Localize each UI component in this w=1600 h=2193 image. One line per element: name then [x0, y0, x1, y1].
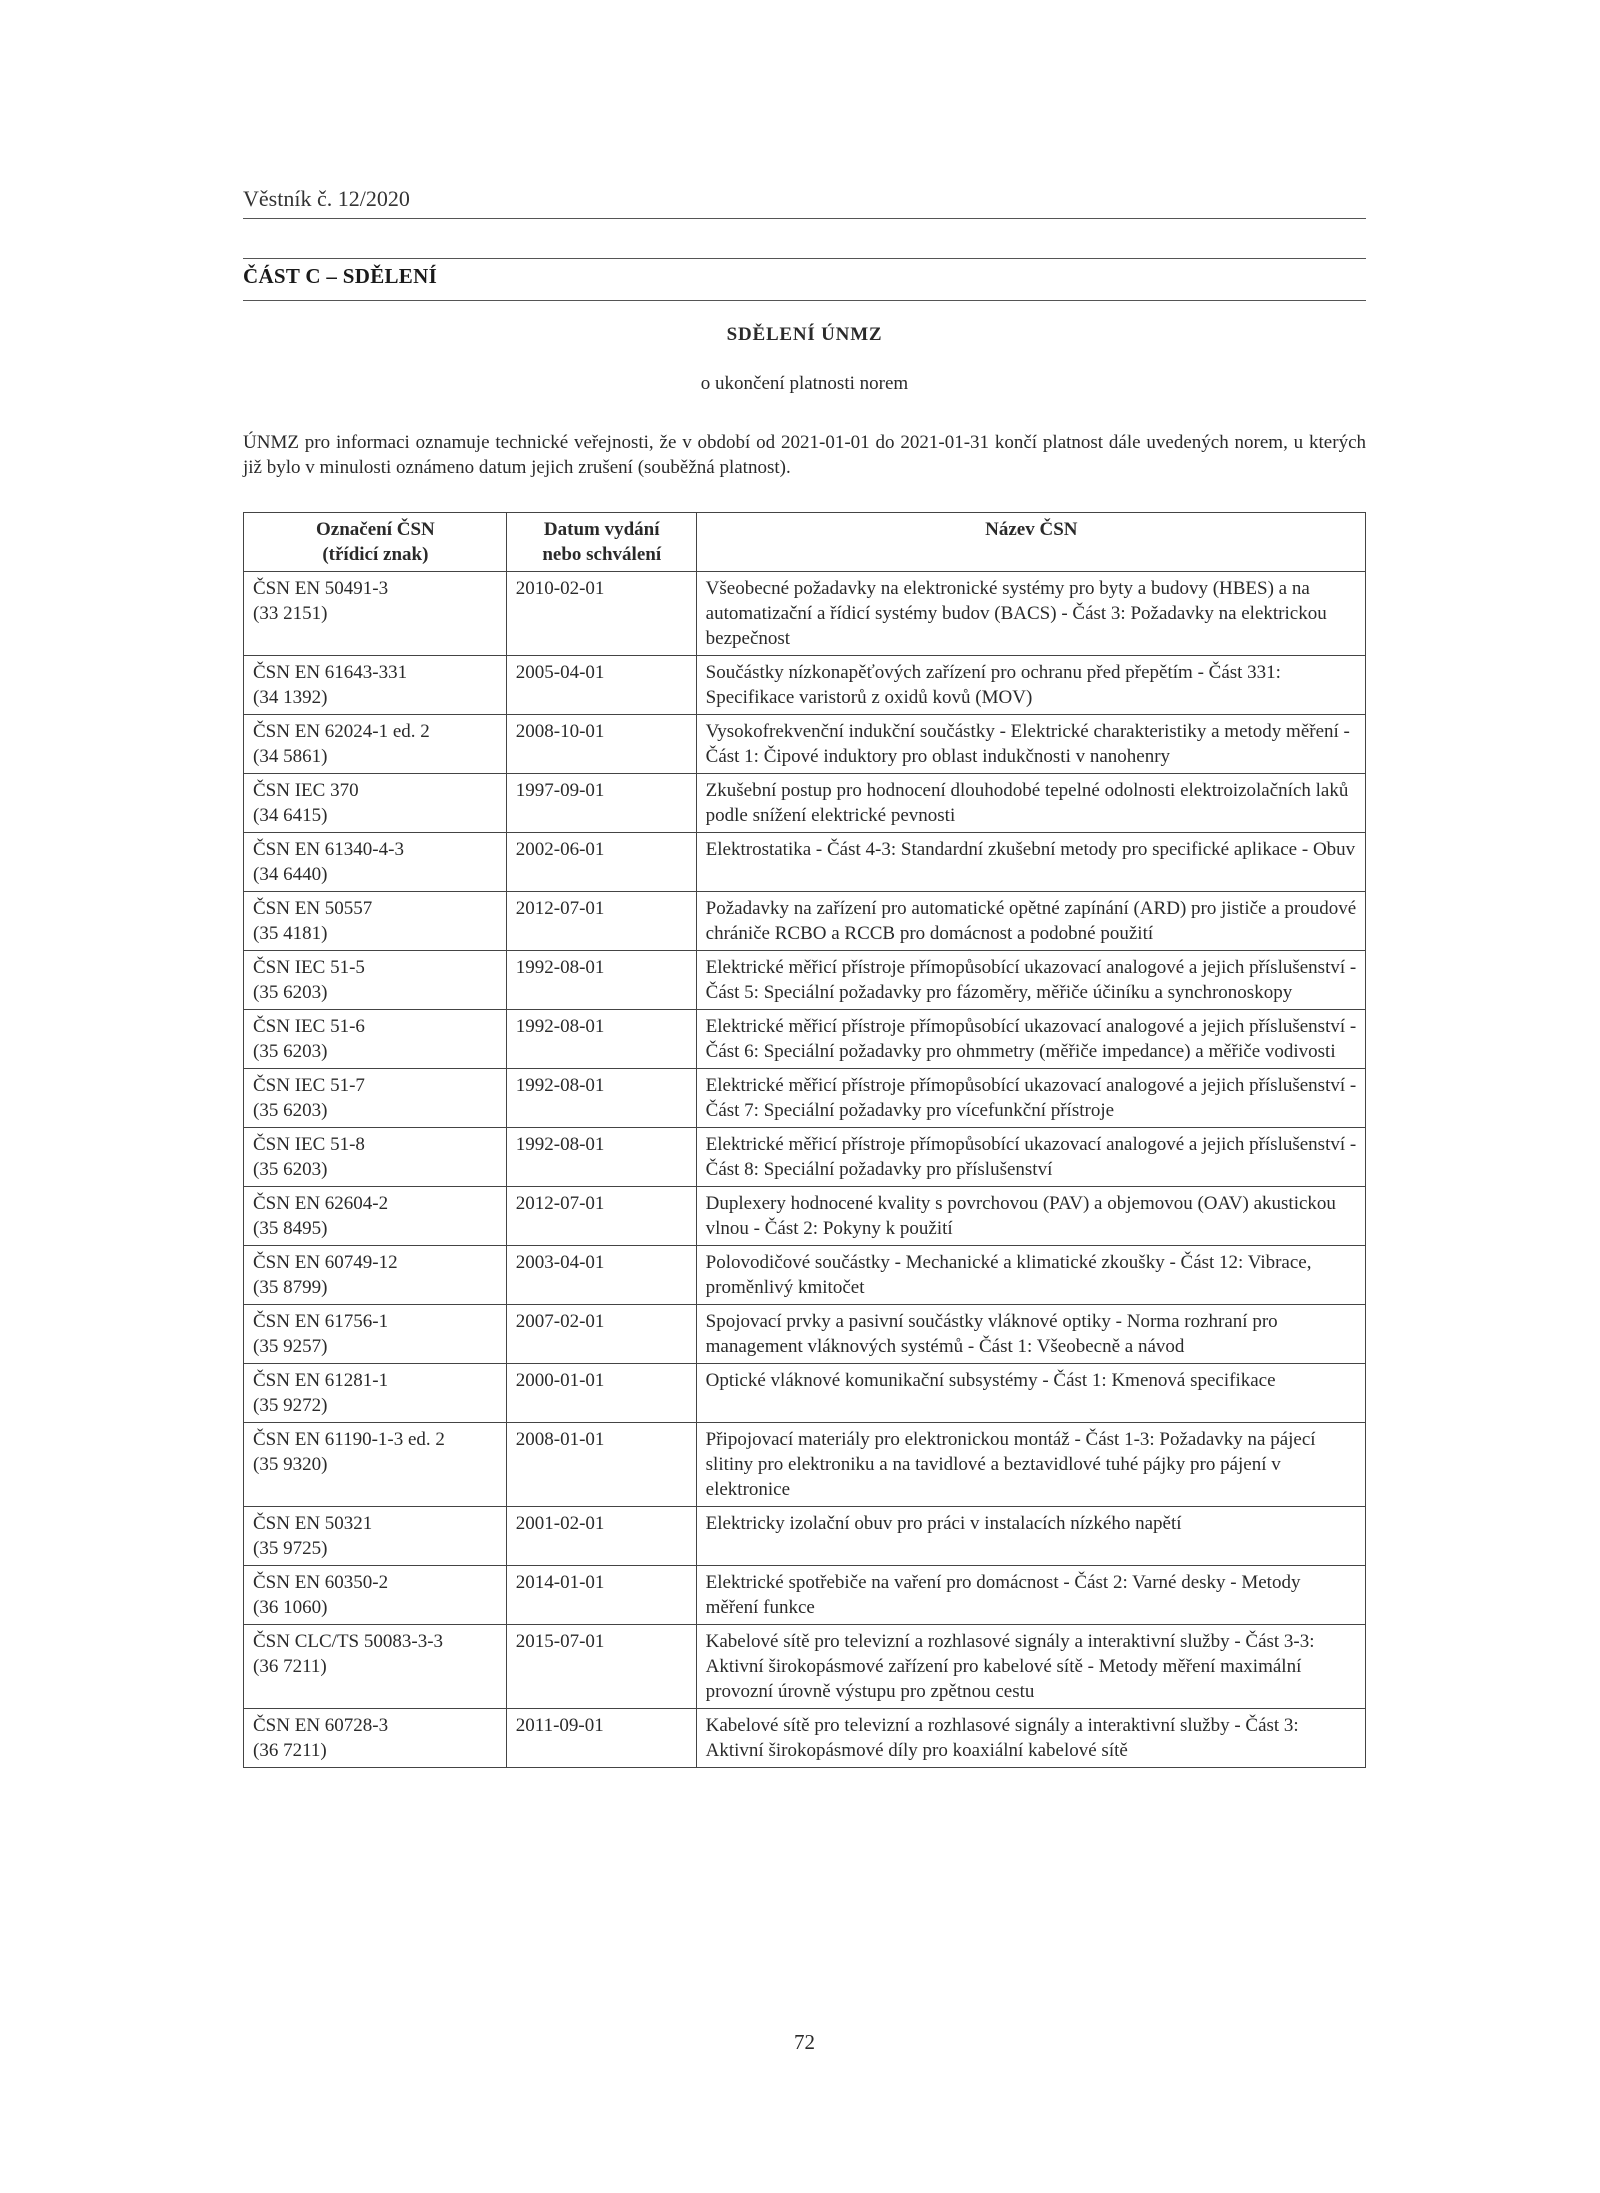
standard-code: ČSN EN 60728-3: [253, 1715, 389, 1736]
standard-code: ČSN EN 62024-1 ed. 2: [253, 721, 430, 742]
cell-date: [506, 1128, 696, 1187]
section-bottom-rule: [243, 300, 1366, 301]
table-row: [244, 1423, 1366, 1507]
cell-name: [696, 715, 1365, 774]
cell-date: [506, 774, 696, 833]
standard-name: Všeobecné požadavky na elektronické systémy pro byty a budovy (HBES) a na automatizační a řídicí systémy budov (BACS) - Část 3: Požadavky na elektrickou bezpečnost: [705, 578, 1327, 649]
cell-name: [696, 1364, 1365, 1423]
column-header-date-line1: Datum vydání: [543, 519, 660, 540]
standard-code: ČSN EN 50557: [253, 898, 373, 919]
cell-code: [244, 1069, 507, 1128]
cell-date: [506, 1625, 696, 1709]
standards-table: [243, 512, 1366, 1768]
header-rule: [243, 218, 1366, 219]
issue-date: 2012-07-01: [515, 898, 605, 919]
classification-code: (34 1392): [253, 687, 328, 708]
standard-code: ČSN EN 50491-3: [253, 578, 389, 599]
issue-date: 1992-08-01: [515, 957, 605, 978]
section-top-rule: [243, 258, 1366, 259]
issue-date: 2003-04-01: [515, 1252, 605, 1273]
standard-name: Elektrické měřicí přístroje přímopůsobící ukazovací analogové a jejich příslušenství - Část 5: Speciální požadavky pro fázoměry, měřiče účiníku a synchronoskopy: [705, 957, 1357, 1003]
page-number: 72: [794, 2030, 815, 2054]
cell-date: [506, 1364, 696, 1423]
cell-date: [506, 1187, 696, 1246]
cell-date: [506, 1423, 696, 1507]
standard-name: Připojovací materiály pro elektronickou montáž - Část 1-3: Požadavky na pájecí slitiny pro elektroniku a na tavidlové a beztavidlové tuhé pájky pro pájení v elektronice: [705, 1429, 1316, 1500]
cell-name: [696, 1128, 1365, 1187]
cell-name: [696, 1010, 1365, 1069]
standard-code: ČSN IEC 370: [253, 780, 359, 801]
standard-name: Zkušební postup pro hodnocení dlouhodobé tepelné odolnosti elektroizolačních laků podle snížení elektrické pevnosti: [705, 780, 1349, 826]
table-row: [244, 1187, 1366, 1246]
cell-code: [244, 951, 507, 1010]
issue-date: 2008-01-01: [515, 1429, 605, 1450]
cell-date: [506, 715, 696, 774]
classification-code: (34 5861): [253, 746, 328, 767]
classification-code: (34 6415): [253, 805, 328, 826]
standard-name: Elektrické měřicí přístroje přímopůsobící ukazovací analogové a jejich příslušenství - Část 8: Speciální požadavky pro příslušenství: [705, 1134, 1357, 1180]
table-row: [244, 715, 1366, 774]
issue-date: 2007-02-01: [515, 1311, 605, 1332]
cell-name: [696, 892, 1365, 951]
classification-code: (35 9320): [253, 1454, 328, 1475]
classification-code: (35 6203): [253, 1159, 328, 1180]
standard-name: Elektrické měřicí přístroje přímopůsobící ukazovací analogové a jejich příslušenství - Část 7: Speciální požadavky pro vícefunkční přístroje: [705, 1075, 1357, 1121]
cell-date: [506, 572, 696, 656]
table-row: [244, 572, 1366, 656]
table-row: [244, 1128, 1366, 1187]
column-header-date: [506, 513, 696, 572]
cell-code: [244, 1625, 507, 1709]
cell-name: [696, 774, 1365, 833]
classification-code: (35 6203): [253, 982, 328, 1003]
cell-code: [244, 1423, 507, 1507]
cell-name: [696, 1507, 1365, 1566]
standard-name: Elektrostatika - Část 4-3: Standardní zkušební metody pro specifické aplikace - Obuv: [705, 839, 1356, 860]
table-row: [244, 951, 1366, 1010]
table-row: [244, 1364, 1366, 1423]
standard-code: ČSN EN 61190-1-3 ed. 2: [253, 1429, 445, 1450]
cell-date: [506, 833, 696, 892]
cell-name: [696, 951, 1365, 1010]
notice-subtitle: o ukončení platnosti norem: [700, 373, 909, 394]
standard-name: Duplexery hodnocené kvality s povrchovou (PAV) a objemovou (OAV) akustickou vlnou - Část 2: Pokyny k použití: [705, 1193, 1336, 1239]
table-row: [244, 892, 1366, 951]
classification-code: (35 4181): [253, 923, 328, 944]
cell-code: [244, 1507, 507, 1566]
cell-date: [506, 1507, 696, 1566]
issue-date: 1992-08-01: [515, 1134, 605, 1155]
cell-code: [244, 1364, 507, 1423]
cell-date: [506, 1246, 696, 1305]
column-header-name-label: Název ČSN: [985, 519, 1078, 540]
standard-name: Kabelové sítě pro televizní a rozhlasové signály a interaktivní služby - Část 3-3: Aktivní širokopásmové zařízení pro kabelové sítě - Metody měření maximální provozní úrovně výstupu pro zpětnou cestu: [705, 1631, 1315, 1702]
table-row: [244, 774, 1366, 833]
issue-date: 2011-09-01: [515, 1715, 604, 1736]
cell-name: [696, 1423, 1365, 1507]
classification-code: (36 7211): [253, 1740, 327, 1761]
section-title: ČÁST C – SDĚLENÍ: [243, 264, 438, 288]
column-header-code: [244, 513, 507, 572]
cell-date: [506, 1010, 696, 1069]
standard-name: Součástky nízkonapěťových zařízení pro ochranu před přepětím - Část 331: Specifikace varistorů z oxidů kovů (MOV): [705, 662, 1281, 708]
standard-code: ČSN EN 60350-2: [253, 1572, 389, 1593]
table-row: [244, 1246, 1366, 1305]
issue-date: 2010-02-01: [515, 578, 605, 599]
table-row: [244, 1625, 1366, 1709]
cell-name: [696, 1709, 1365, 1768]
issue-date: 1992-08-01: [515, 1075, 605, 1096]
cell-code: [244, 715, 507, 774]
classification-code: (33 2151): [253, 603, 328, 624]
bulletin-header: Věstník č. 12/2020: [243, 186, 410, 211]
standard-code: ČSN EN 62604-2: [253, 1193, 389, 1214]
issue-date: 2002-06-01: [515, 839, 605, 860]
standard-code: ČSN EN 61643-331: [253, 662, 408, 683]
standard-name: Elektrické spotřebiče na vaření pro domácnost - Část 2: Varné desky - Metody měření funkce: [705, 1572, 1301, 1618]
cell-code: [244, 656, 507, 715]
cell-name: [696, 1069, 1365, 1128]
cell-code: [244, 1010, 507, 1069]
table-row: [244, 1507, 1366, 1566]
table-row: [244, 1566, 1366, 1625]
column-header-code-line1: Označení ČSN: [316, 519, 435, 540]
table-row: [244, 1069, 1366, 1128]
cell-name: [696, 1305, 1365, 1364]
table-row: [244, 656, 1366, 715]
issue-date: 2014-01-01: [515, 1572, 605, 1593]
cell-date: [506, 1566, 696, 1625]
cell-code: [244, 1246, 507, 1305]
standard-code: ČSN EN 61281-1: [253, 1370, 389, 1391]
classification-code: (34 6440): [253, 864, 328, 885]
cell-name: [696, 1187, 1365, 1246]
standard-name: Spojovací prvky a pasivní součástky vláknové optiky - Norma rozhraní pro management vláknových systémů - Část 1: Všeobecně a návod: [705, 1311, 1278, 1357]
issue-date: 2008-10-01: [515, 721, 605, 742]
cell-date: [506, 656, 696, 715]
table-header-row: [244, 513, 1366, 572]
standard-code: ČSN CLC/TS 50083-3-3: [253, 1631, 444, 1652]
cell-name: [696, 1625, 1365, 1709]
standard-code: ČSN IEC 51-6: [253, 1016, 365, 1037]
cell-name: [696, 1246, 1365, 1305]
issue-date: 1997-09-01: [515, 780, 605, 801]
cell-code: [244, 572, 507, 656]
issue-date: 2001-02-01: [515, 1513, 605, 1534]
standard-name: Kabelové sítě pro televizní a rozhlasové signály a interaktivní služby - Část 3: Aktivní širokopásmové díly pro koaxiální kabelové sítě: [705, 1715, 1299, 1761]
cell-date: [506, 1709, 696, 1768]
standard-name: Optické vláknové komunikační subsystémy - Část 1: Kmenová specifikace: [705, 1370, 1276, 1391]
classification-code: (36 7211): [253, 1656, 327, 1677]
standard-name: Elektrické měřicí přístroje přímopůsobící ukazovací analogové a jejich příslušenství - Část 6: Speciální požadavky pro ohmmetry (měřiče impedance) a měřiče vodivosti: [705, 1016, 1357, 1062]
classification-code: (35 6203): [253, 1100, 328, 1121]
table-row: [244, 833, 1366, 892]
cell-date: [506, 892, 696, 951]
classification-code: (35 6203): [253, 1041, 328, 1062]
cell-code: [244, 1128, 507, 1187]
cell-date: [506, 951, 696, 1010]
notice-intro: ÚNMZ pro informaci oznamuje technické veřejnosti, že v období od 2021-01-01 do 2021-01-31 končí platnost dále uvedených norem, u kterých již bylo v minulosti oznámeno datum jejich zrušení (souběžná platnost).: [243, 432, 1366, 478]
cell-name: [696, 656, 1365, 715]
cell-code: [244, 774, 507, 833]
standard-code: ČSN EN 61340-4-3: [253, 839, 404, 860]
column-header-date-line2: nebo schválení: [542, 544, 662, 565]
standard-code: ČSN IEC 51-8: [253, 1134, 365, 1155]
standard-name: Vysokofrekvenční indukční součástky - Elektrické charakteristiky a metody měření - Část 1: Čipové induktory pro oblast indukčnosti v nanohenry: [705, 721, 1350, 767]
cell-code: [244, 833, 507, 892]
column-header-name: [696, 513, 1365, 572]
cell-code: [244, 1305, 507, 1364]
cell-code: [244, 1187, 507, 1246]
standard-name: Polovodičové součástky - Mechanické a klimatické zkoušky - Část 12: Vibrace, proměnlivý kmitočet: [705, 1252, 1312, 1298]
cell-name: [696, 572, 1365, 656]
table-row: [244, 1010, 1366, 1069]
cell-name: [696, 833, 1365, 892]
notice-title: SDĚLENÍ ÚNMZ: [726, 324, 883, 345]
classification-code: (35 9272): [253, 1395, 328, 1416]
cell-date: [506, 1069, 696, 1128]
cell-name: [696, 1566, 1365, 1625]
classification-code: (36 1060): [253, 1597, 328, 1618]
cell-date: [506, 1305, 696, 1364]
table-row: [244, 1305, 1366, 1364]
cell-code: [244, 1709, 507, 1768]
issue-date: 2015-07-01: [515, 1631, 605, 1652]
standard-name: Elektricky izolační obuv pro práci v instalacích nízkého napětí: [705, 1513, 1182, 1534]
column-header-code-line2: (třídicí znak): [322, 544, 429, 565]
standard-code: ČSN IEC 51-5: [253, 957, 365, 978]
standard-code: ČSN EN 60749-12: [253, 1252, 398, 1273]
classification-code: (35 8495): [253, 1218, 328, 1239]
issue-date: 2000-01-01: [515, 1370, 605, 1391]
classification-code: (35 9725): [253, 1538, 328, 1559]
standard-code: ČSN EN 50321: [253, 1513, 373, 1534]
cell-code: [244, 892, 507, 951]
standard-name: Požadavky na zařízení pro automatické opětné zapínání (ARD) pro jističe a proudové chrániče RCBO a RCCB pro domácnost a podobné použití: [705, 898, 1357, 944]
cell-code: [244, 1566, 507, 1625]
standard-code: ČSN IEC 51-7: [253, 1075, 365, 1096]
classification-code: (35 8799): [253, 1277, 328, 1298]
standard-code: ČSN EN 61756-1: [253, 1311, 389, 1332]
classification-code: (35 9257): [253, 1336, 328, 1357]
issue-date: 2012-07-01: [515, 1193, 605, 1214]
issue-date: 1992-08-01: [515, 1016, 605, 1037]
table-row: [244, 1709, 1366, 1768]
issue-date: 2005-04-01: [515, 662, 605, 683]
